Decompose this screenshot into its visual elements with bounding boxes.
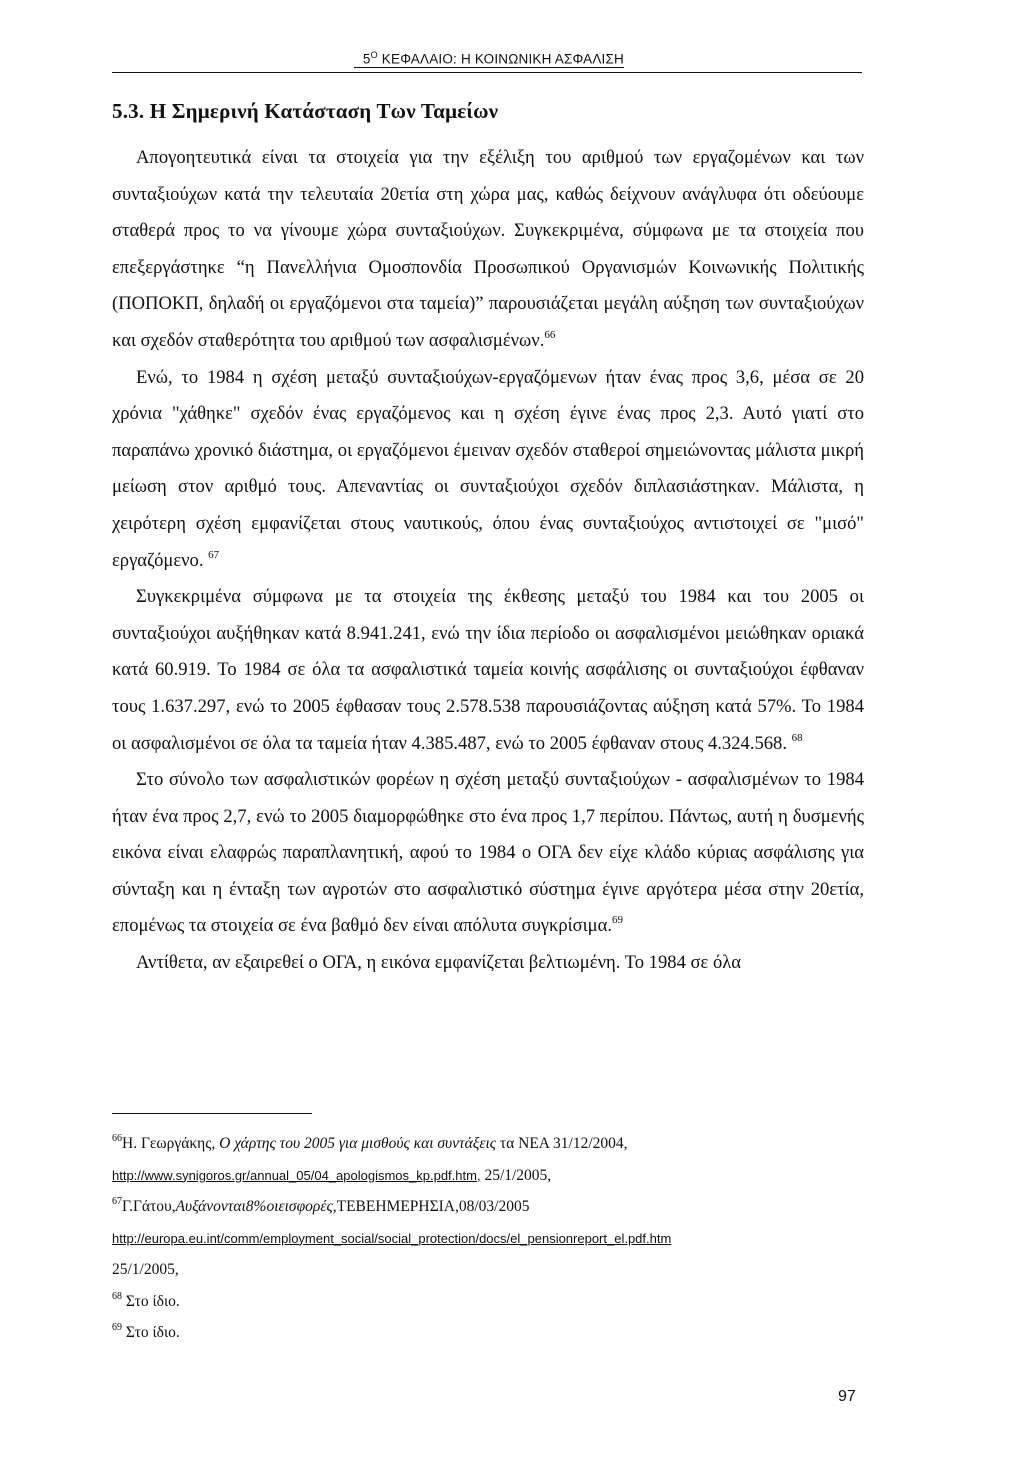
page-number: 97: [838, 1388, 856, 1405]
chapter-title: ΚΕΦΑΛΑΙΟ: Η ΚΟΙΝΩΝΙΚΗ ΑΣΦΑΛΙΣΗ: [381, 51, 624, 67]
footnote-ref-67[interactable]: 67: [208, 548, 220, 561]
footnote-ref-68[interactable]: 68: [791, 731, 803, 744]
footnote-number: 69: [112, 1322, 122, 1333]
chapter-ordinal: Ο: [370, 50, 378, 60]
footnote-67: $^{67}$Γ.Γάτου,Αυξάνονται8%οιεισφορές,ΤΕΒΕΗΜΕΡΗΣΙΑ,08/03/2005 http://europa.eu.int/comm/employment_social/social_protection/docs/el_pensionreport_el.pdf.htm 25/1/2005,: [112, 1196, 672, 1278]
footnotes: [112, 1128, 872, 1349]
footnote-69: $^{69}$ Στο ίδιο.: [112, 1322, 180, 1341]
footnote-number: 66: [112, 1133, 122, 1144]
body-text: [112, 140, 864, 982]
chapter-header: [363, 50, 624, 67]
paragraph-5: Αντίθετα, αν εξαιρεθεί ο ΟΓΑ, η εικόνα εμφανίζεται βελτιωμένη. Το 1984 σε όλα: [136, 952, 742, 974]
footnote-link[interactable]: http://europa.eu.int/comm/employment_social/social_protection/docs/el_pensionreport_el.pdf.htm: [112, 1230, 672, 1246]
footnote-68: $^{68}$ Στο ίδιο.: [112, 1290, 180, 1310]
footnote-number: 68: [112, 1290, 122, 1302]
section-title: 5.3. Η Σημερινή Κατάσταση Των Ταμείων: [112, 99, 499, 123]
footnote-66: $^{66}$Η. Γεωργάκης, Ο χάρτης του 2005 για μισθούς και συντάξεις τα ΝΕΑ 31/12/2004, http://www.synigoros.gr/annual_05/04_apologismos_kp.pdf.htm, 25/1/2005,: [112, 1133, 628, 1184]
paragraph-1: Απογοητευτικά είναι τα στοιχεία για την εξέλιξη του αριθμού των εργαζομένων και των συνταξιούχων κατά την τελευταία 20ετία στη χώρα μας, καθώς δείχνουν ανάγλυφα ότι οδεύουμε σταθερά προς το να γίνουμε χώρα συνταξιούχων. Συγκεκριμένα, σύμφωνα με τα στοιχεία που επεξεργάστηκε “η Πανελλήνια Ομοσπονδία Προσωπικού Οργανισμών Κοινωνικής Πολιτικής (ΠΟΠΟΚΠ, δηλαδή οι εργαζόμενοι στα ταμεία)” παρουσιάζεται μεγάλη αύξηση των συνταξιούχων και σχεδόν σταθερότητα του αριθμού των ασφαλισμένων.$^{66}$: [112, 147, 864, 351]
paragraph-2: Ενώ, το 1984 η σχέση μεταξύ συνταξιούχων-εργαζόμενων ήταν ένας προς 3,6, μέσα σε 20 χρόνια "χάθηκε" σχεδόν ένας εργαζόμενος και η σχέση έγινε ένας προς 2,3. Αυτό γιατί στο παραπάνω χρονικό διάστημα, οι εργαζόμενοι έμειναν σχεδόν σταθεροί σημειώνοντας μάλιστα μικρή μείωση στον αριθμό τους. Απεναντίας οι συνταξιούχοι σχεδόν διπλασιάστηκαν. Μάλιστα, η χειρότερη σχέση εμφανίζεται στους ναυτικούς, όπου ένας συνταξιούχος αντιστοιχεί σε "μισό" εργαζόμενο. $^{67}$: [112, 366, 864, 571]
footnote-number: 67: [112, 1196, 122, 1207]
chapter-number: 5: [362, 51, 371, 67]
footnote-separator: [112, 1113, 312, 1114]
paragraph-4: Στο σύνολο των ασφαλιστικών φορέων η σχέση μεταξύ συνταξιούχων - ασφαλισμένων το 1984 ήταν ένα προς 2,7, ενώ το 2005 διαμορφώθηκε στο ένα προς 1,7 περίπου. Πάντως, αυτή η δυσμενής εικόνα είναι ελαφρώς παραπλανητική, αφού το 1984 ο ΟΓΑ δεν είχε κλάδο κύριας ασφάλισης για σύνταξη και η ένταξη των αγροτών στο ασφαλιστικό σύστημα έγινε αργότερα μέσα στην 20ετία, επομένως τα στοιχεία σε ένα βαθμό δεν είναι απόλυτα συγκρίσιμα.$^{69}$: [112, 769, 864, 937]
footnote-link[interactable]: http://www.synigoros.gr/annual_05/04_apologismos_kp.pdf.htm,: [112, 1167, 481, 1183]
footnote-title: Αυξάνονται8%οιεισφορές,: [175, 1198, 337, 1215]
running-header: [112, 48, 862, 73]
footnote-ref-66[interactable]: 66: [544, 328, 556, 341]
footnote-title: Ο χάρτης του 2005 για μισθούς και συντάξεις: [219, 1135, 497, 1152]
footnote-ref-69[interactable]: 69: [612, 914, 624, 927]
header-underline: [354, 67, 624, 68]
paragraph-3: Συγκεκριμένα σύμφωνα με τα στοιχεία της έκθεσης μεταξύ του 1984 και του 2005 οι συνταξιούχοι αυξήθηκαν κατά 8.941.241, ενώ την ίδια περίοδο οι ασφαλισμένοι μειώθηκαν οριακά κατά 60.919. Το 1984 σε όλα τα ασφαλιστικά ταμεία κοινής ασφάλισης οι συνταξιούχοι έφθαναν τους 1.637.297, ενώ το 2005 έφθασαν τους 2.578.538 παρουσιάζοντας αύξηση κατά 57%. Το 1984 οι ασφαλισμένοι σε όλα τα ταμεία ήταν 4.385.487, ενώ το 2005 έφθαναν στους 4.324.568. $^{68}$: [112, 586, 864, 754]
